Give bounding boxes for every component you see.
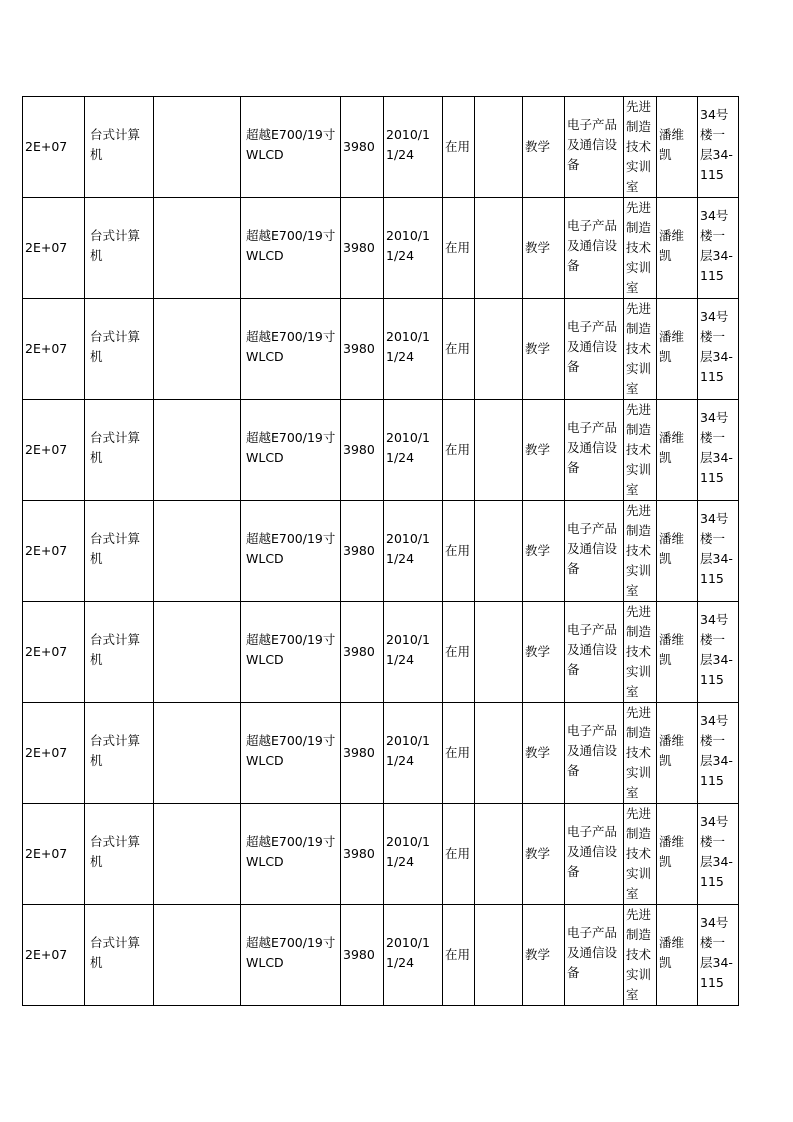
usage-cell: 教学	[523, 198, 565, 299]
status-cell: 在用	[443, 97, 475, 198]
asset-code-cell: 2E+07	[23, 198, 85, 299]
asset-name-cell: 台式计算机	[85, 299, 154, 400]
usage-cell: 教学	[523, 501, 565, 602]
price-cell: 3980	[341, 198, 384, 299]
asset-code-cell: 2E+07	[23, 602, 85, 703]
blank-cell	[154, 400, 241, 501]
blank-cell-2	[475, 400, 523, 501]
price-cell: 3980	[341, 804, 384, 905]
date-cell: 2010/11/24	[384, 804, 443, 905]
usage-cell: 教学	[523, 602, 565, 703]
model-spec-cell: 超越E700/19寸WLCD	[241, 400, 341, 501]
location-dept-cell: 先进制造技术实训室	[624, 198, 657, 299]
blank-cell-2	[475, 905, 523, 1006]
asset-name-cell: 台式计算机	[85, 905, 154, 1006]
custodian-cell: 潘维凯	[657, 198, 698, 299]
blank-cell	[154, 905, 241, 1006]
status-cell: 在用	[443, 501, 475, 602]
blank-cell-2	[475, 703, 523, 804]
custodian-cell: 潘维凯	[657, 400, 698, 501]
status-cell: 在用	[443, 299, 475, 400]
category-cell: 电子产品及通信设备	[565, 602, 624, 703]
price-cell: 3980	[341, 905, 384, 1006]
blank-cell-2	[475, 804, 523, 905]
date-cell: 2010/11/24	[384, 501, 443, 602]
price-cell: 3980	[341, 97, 384, 198]
custodian-cell: 潘维凯	[657, 501, 698, 602]
room-cell: 34号楼一层34-115	[698, 501, 739, 602]
category-cell: 电子产品及通信设备	[565, 198, 624, 299]
blank-cell-2	[475, 198, 523, 299]
location-dept-cell: 先进制造技术实训室	[624, 703, 657, 804]
blank-cell	[154, 703, 241, 804]
status-cell: 在用	[443, 198, 475, 299]
price-cell: 3980	[341, 400, 384, 501]
asset-code-cell: 2E+07	[23, 905, 85, 1006]
location-dept-cell: 先进制造技术实训室	[624, 905, 657, 1006]
status-cell: 在用	[443, 602, 475, 703]
blank-cell	[154, 602, 241, 703]
date-cell: 2010/11/24	[384, 198, 443, 299]
asset-code-cell: 2E+07	[23, 400, 85, 501]
custodian-cell: 潘维凯	[657, 804, 698, 905]
room-cell: 34号楼一层34-115	[698, 198, 739, 299]
date-cell: 2010/11/24	[384, 905, 443, 1006]
usage-cell: 教学	[523, 703, 565, 804]
usage-cell: 教学	[523, 804, 565, 905]
model-spec-cell: 超越E700/19寸WLCD	[241, 804, 341, 905]
blank-cell	[154, 299, 241, 400]
table-row	[23, 97, 739, 198]
location-dept-cell: 先进制造技术实训室	[624, 501, 657, 602]
price-cell: 3980	[341, 501, 384, 602]
asset-name-cell: 台式计算机	[85, 602, 154, 703]
table-row	[23, 905, 739, 1006]
table-row	[23, 501, 739, 602]
category-cell: 电子产品及通信设备	[565, 804, 624, 905]
location-dept-cell: 先进制造技术实训室	[624, 804, 657, 905]
blank-cell-2	[475, 97, 523, 198]
custodian-cell: 潘维凯	[657, 703, 698, 804]
asset-name-cell: 台式计算机	[85, 501, 154, 602]
blank-cell	[154, 804, 241, 905]
location-dept-cell: 先进制造技术实训室	[624, 97, 657, 198]
date-cell: 2010/11/24	[384, 97, 443, 198]
custodian-cell: 潘维凯	[657, 299, 698, 400]
room-cell: 34号楼一层34-115	[698, 97, 739, 198]
category-cell: 电子产品及通信设备	[565, 703, 624, 804]
model-spec-cell: 超越E700/19寸WLCD	[241, 905, 341, 1006]
custodian-cell: 潘维凯	[657, 905, 698, 1006]
table-body	[23, 97, 739, 1006]
room-cell: 34号楼一层34-115	[698, 299, 739, 400]
usage-cell: 教学	[523, 400, 565, 501]
category-cell: 电子产品及通信设备	[565, 97, 624, 198]
model-spec-cell: 超越E700/19寸WLCD	[241, 299, 341, 400]
price-cell: 3980	[341, 299, 384, 400]
model-spec-cell: 超越E700/19寸WLCD	[241, 97, 341, 198]
location-dept-cell: 先进制造技术实训室	[624, 602, 657, 703]
date-cell: 2010/11/24	[384, 602, 443, 703]
asset-table	[22, 96, 739, 1006]
table-row	[23, 703, 739, 804]
price-cell: 3980	[341, 703, 384, 804]
blank-cell	[154, 97, 241, 198]
category-cell: 电子产品及通信设备	[565, 501, 624, 602]
status-cell: 在用	[443, 703, 475, 804]
custodian-cell: 潘维凯	[657, 97, 698, 198]
asset-name-cell: 台式计算机	[85, 400, 154, 501]
blank-cell	[154, 198, 241, 299]
asset-name-cell: 台式计算机	[85, 703, 154, 804]
asset-name-cell: 台式计算机	[85, 198, 154, 299]
blank-cell-2	[475, 299, 523, 400]
date-cell: 2010/11/24	[384, 400, 443, 501]
room-cell: 34号楼一层34-115	[698, 804, 739, 905]
table-row	[23, 602, 739, 703]
category-cell: 电子产品及通信设备	[565, 905, 624, 1006]
usage-cell: 教学	[523, 97, 565, 198]
asset-code-cell: 2E+07	[23, 703, 85, 804]
asset-code-cell: 2E+07	[23, 97, 85, 198]
model-spec-cell: 超越E700/19寸WLCD	[241, 602, 341, 703]
date-cell: 2010/11/24	[384, 299, 443, 400]
asset-name-cell: 台式计算机	[85, 97, 154, 198]
category-cell: 电子产品及通信设备	[565, 400, 624, 501]
asset-code-cell: 2E+07	[23, 804, 85, 905]
blank-cell	[154, 501, 241, 602]
table-row	[23, 198, 739, 299]
asset-name-cell: 台式计算机	[85, 804, 154, 905]
status-cell: 在用	[443, 400, 475, 501]
usage-cell: 教学	[523, 299, 565, 400]
custodian-cell: 潘维凯	[657, 602, 698, 703]
category-cell: 电子产品及通信设备	[565, 299, 624, 400]
table-row	[23, 400, 739, 501]
location-dept-cell: 先进制造技术实训室	[624, 299, 657, 400]
date-cell: 2010/11/24	[384, 703, 443, 804]
asset-code-cell: 2E+07	[23, 501, 85, 602]
asset-code-cell: 2E+07	[23, 299, 85, 400]
room-cell: 34号楼一层34-115	[698, 703, 739, 804]
model-spec-cell: 超越E700/19寸WLCD	[241, 703, 341, 804]
room-cell: 34号楼一层34-115	[698, 400, 739, 501]
table-row	[23, 299, 739, 400]
usage-cell: 教学	[523, 905, 565, 1006]
location-dept-cell: 先进制造技术实训室	[624, 400, 657, 501]
blank-cell-2	[475, 602, 523, 703]
table-row	[23, 804, 739, 905]
price-cell: 3980	[341, 602, 384, 703]
status-cell: 在用	[443, 804, 475, 905]
room-cell: 34号楼一层34-115	[698, 905, 739, 1006]
model-spec-cell: 超越E700/19寸WLCD	[241, 198, 341, 299]
status-cell: 在用	[443, 905, 475, 1006]
blank-cell-2	[475, 501, 523, 602]
room-cell: 34号楼一层34-115	[698, 602, 739, 703]
model-spec-cell: 超越E700/19寸WLCD	[241, 501, 341, 602]
